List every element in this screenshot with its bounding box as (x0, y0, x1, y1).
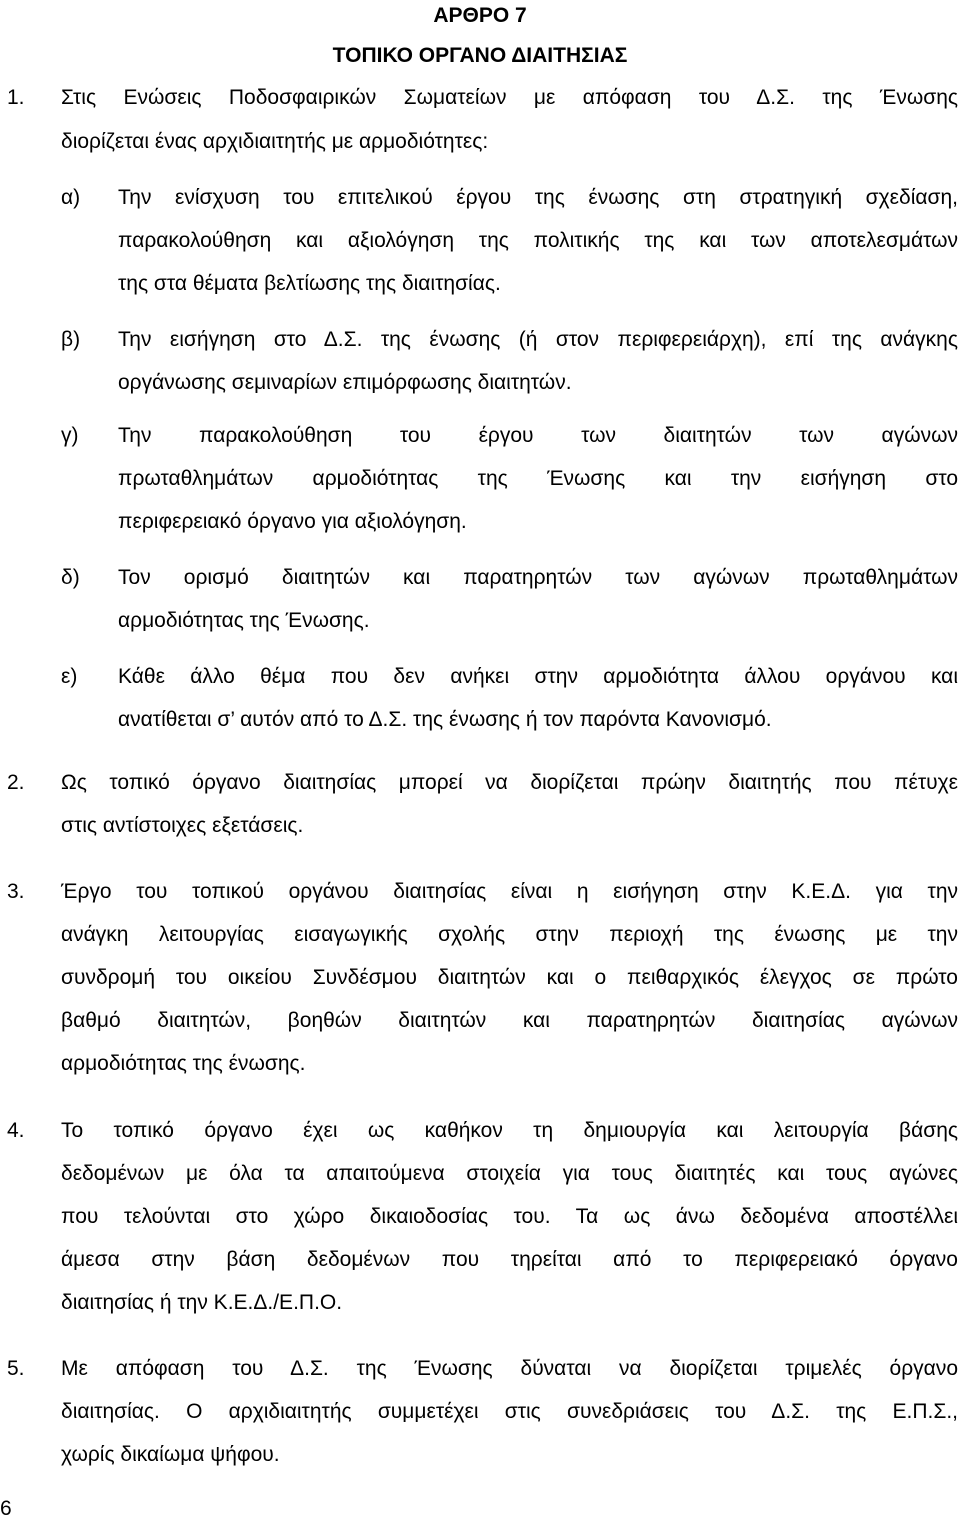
item-number: 5. (7, 1357, 25, 1380)
item-3-line-3: συνδρομή του οικείου Συνδέσμου διαιτητών και ο πειθαρχικός έλεγχος σε πρώτο (61, 966, 958, 989)
item-number: 4. (7, 1119, 25, 1142)
subitem-c-line-1: Την παρακολούθηση του έργου των διαιτητών των αγώνων (118, 424, 958, 447)
item-3-line-1: Έργο του τοπικού οργάνου διαιτησίας είναι η εισήγηση στην Κ.Ε.Δ. για την (61, 880, 958, 903)
item-3-line-2: ανάγκη λειτουργίας εισαγωγικής σχολής στην περιοχή της ένωσης με την (61, 923, 958, 946)
item-3-line-4: βαθμό διαιτητών, βοηθών διαιτητών και παρατηρητών διαιτησίας αγώνων (61, 1009, 958, 1032)
item-4-line-1: Το τοπικό όργανο έχει ως καθήκον τη δημιουργία και λειτουργία βάσης (61, 1119, 958, 1142)
subitem-a-line-2: παρακολούθηση και αξιολόγηση της πολιτικής της και των αποτελεσμάτων (118, 229, 958, 252)
article-title: ΑΡΘΡΟ 7 (433, 4, 527, 27)
item-5-line-3: χωρίς δικαίωμα ψήφου. (61, 1443, 280, 1466)
subitem-label: β) (61, 328, 81, 351)
item-number: 3. (7, 880, 25, 903)
subitem-a-line-3: της στα θέματα βελτίωσης της διαιτησίας. (118, 272, 501, 295)
subitem-label: γ) (61, 424, 79, 447)
item-number: 2. (7, 771, 25, 794)
article-subtitle: ΤΟΠΙΚΟ ΟΡΓΑΝΟ ΔΙΑΙΤΗΣΙΑΣ (332, 44, 628, 67)
item-4-line-5: διαιτησίας ή την Κ.Ε.Δ./Ε.Π.Ο. (61, 1291, 343, 1314)
item-5-line-1: Με απόφαση του Δ.Σ. της Ένωσης δύναται να διορίζεται τριμελές όργανο (61, 1357, 958, 1380)
item-1-line-2: διορίζεται ένας αρχιδιαιτητής με αρμοδιότητες: (61, 130, 489, 153)
item-2-line-2: στις αντίστοιχες εξετάσεις. (61, 814, 304, 837)
subitem-e-line-2: ανατίθεται σ’ αυτόν από το Δ.Σ. της ένωσης ή τον παρόντα Κανονισμό. (118, 708, 772, 731)
subitem-c-line-3: περιφερειακό όργανο για αξιολόγηση. (118, 510, 467, 533)
item-4-line-4: άμεσα στην βάση δεδομένων που τηρείται από το περιφερειακό όργανο (61, 1248, 958, 1271)
subitem-label: α) (61, 186, 81, 209)
item-4-line-3: που τελούνται στο χώρο δικαιοδοσίας του. Τα ως άνω δεδομένα αποστέλλει (61, 1205, 958, 1228)
item-5-line-2: διαιτησίας. Ο αρχιδιαιτητής συμμετέχει στις συνεδριάσεις του Δ.Σ. της Ε.Π.Σ., (61, 1400, 958, 1423)
subitem-label: ε) (61, 665, 78, 688)
subitem-b-line-1: Την εισήγηση στο Δ.Σ. της ένωσης (ή στον περιφερειάρχη), επί της ανάγκης (118, 328, 958, 351)
page-number: 6 (0, 1497, 12, 1520)
subitem-a-line-1: Την ενίσχυση του επιτελικού έργου της ένωσης στη στρατηγική σχεδίαση, (118, 186, 958, 209)
item-1-line-1: Στις Ενώσεις Ποδοσφαιρικών Σωματείων με απόφαση του Δ.Σ. της Ένωσης (61, 86, 958, 109)
subitem-b-line-2: οργάνωσης σεμιναρίων επιμόρφωσης διαιτητών. (118, 371, 572, 394)
item-number: 1. (7, 86, 25, 109)
item-4-line-2: δεδομένων με όλα τα απαιτούμενα στοιχεία για τους διαιτητές και τους αγώνες (61, 1162, 958, 1185)
subitem-d-line-2: αρμοδιότητας της Ένωσης. (118, 609, 370, 632)
subitem-d-line-1: Τον ορισμό διαιτητών και παρατηρητών των αγώνων πρωταθλημάτων (118, 566, 958, 589)
subitem-c-line-2: πρωταθλημάτων αρμοδιότητας της Ένωσης και την εισήγηση στο (118, 467, 958, 490)
subitem-label: δ) (61, 566, 80, 589)
subitem-e-line-1: Κάθε άλλο θέμα που δεν ανήκει στην αρμοδιότητα άλλου οργάνου και (118, 665, 958, 688)
item-2-line-1: Ως τοπικό όργανο διαιτησίας μπορεί να διορίζεται πρώην διαιτητής που πέτυχε (61, 771, 958, 794)
item-3-line-5: αρμοδιότητας της ένωσης. (61, 1052, 306, 1075)
